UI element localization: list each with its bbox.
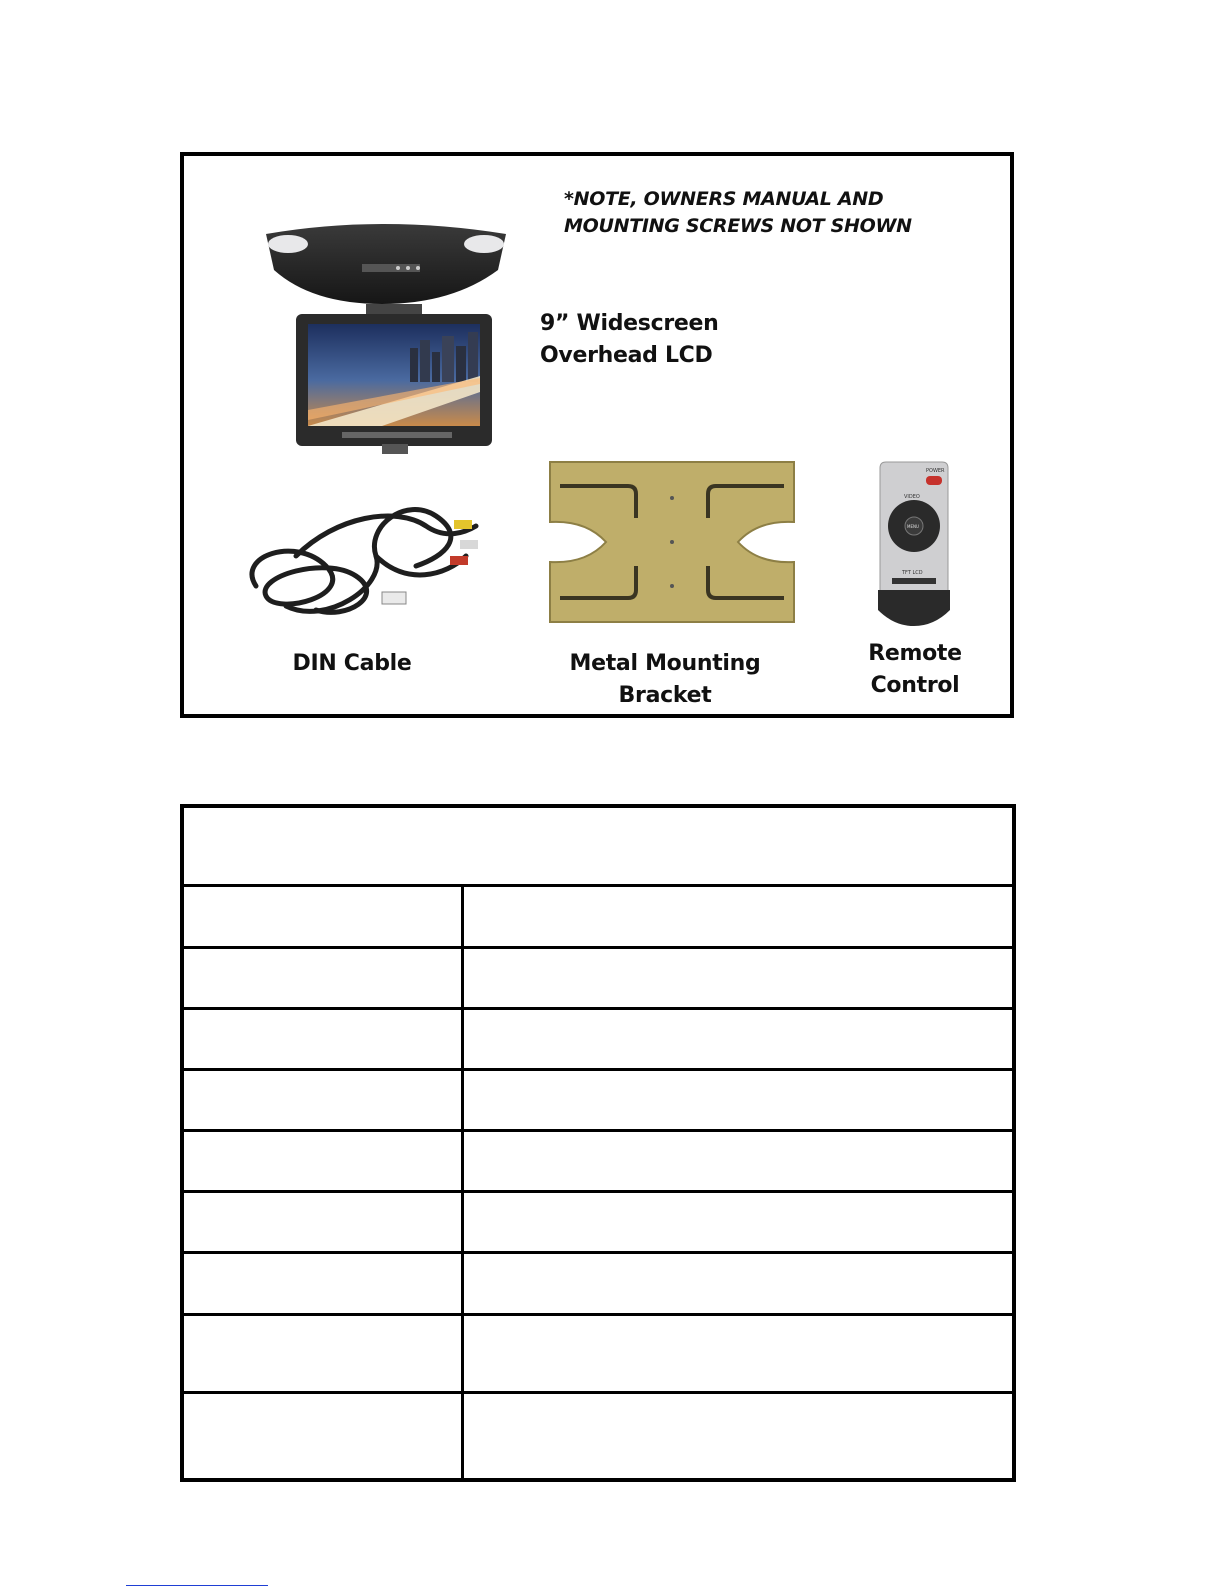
note-line-2: MOUNTING SCREWS NOT SHOWN (564, 215, 912, 237)
table-divider (184, 1313, 1012, 1316)
remote-menu-label: MENU (907, 524, 919, 529)
remote-video-label: VIDEO (904, 494, 920, 500)
din-cable-caption (242, 648, 462, 680)
remote-caption (840, 638, 990, 702)
bracket-caption (550, 648, 780, 712)
din-cable-caption-line-1: DIN Cable (292, 651, 412, 676)
bracket-caption-line-2: Bracket (618, 683, 712, 708)
contents-note (564, 186, 924, 240)
lcd-caption-line-1: 9” Widescreen (540, 311, 719, 336)
lcd-caption-line-2: Overhead LCD (540, 343, 713, 368)
table-divider (184, 1007, 1012, 1010)
table-divider (184, 1190, 1012, 1193)
mounting-bracket-image (548, 458, 796, 626)
remote-control-image (874, 460, 954, 626)
table-divider (184, 1251, 1012, 1254)
table-divider (184, 1129, 1012, 1132)
lcd-caption (540, 308, 760, 372)
din-cable-image (236, 496, 486, 626)
table-divider (184, 946, 1012, 949)
remote-model-label: TFT LCD (902, 570, 923, 576)
table-divider (184, 1068, 1012, 1071)
remote-caption-line-2: Control (870, 673, 960, 698)
spec-table-header (184, 808, 1012, 884)
note-line-1: *NOTE, OWNERS MANUAL AND (564, 188, 884, 210)
table-column-divider (461, 884, 464, 1478)
package-contents-box (180, 152, 1014, 718)
footer-link[interactable] (126, 1552, 268, 1586)
overhead-lcd-image (262, 220, 510, 460)
remote-power-label: POWER (926, 468, 945, 474)
remote-caption-line-1: Remote (868, 641, 962, 666)
table-divider (184, 884, 1012, 887)
bracket-caption-line-1: Metal Mounting (569, 651, 761, 676)
spec-table (180, 804, 1016, 1482)
table-divider (184, 1391, 1012, 1394)
